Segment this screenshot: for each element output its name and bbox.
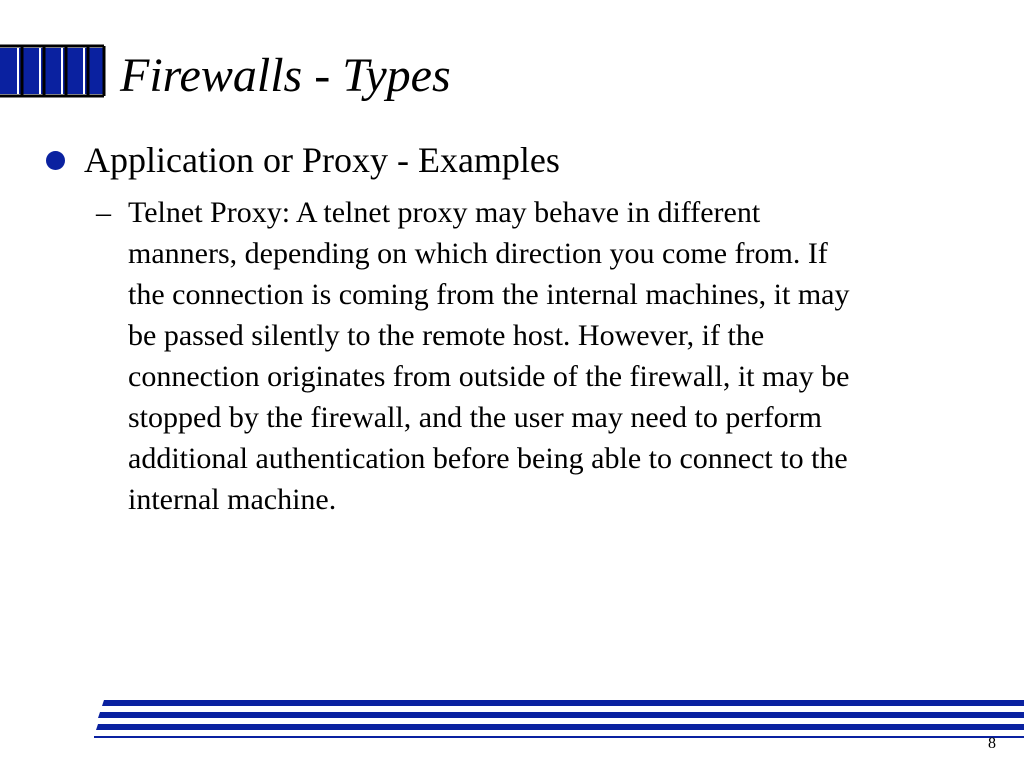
sub-bullet-line: the connection is coming from the internal machines, it may (128, 278, 850, 311)
sub-bullet-line: internal machine. (128, 483, 337, 516)
footer-stripes-decoration (0, 698, 1024, 738)
bullet-heading: Application or Proxy - Examples (84, 140, 560, 180)
striped-bars-logo-icon (0, 44, 108, 98)
sub-bullet-line: manners, depending on which direction you come from. If (128, 237, 828, 270)
sub-bullet-paragraph (128, 192, 968, 520)
sub-bullet-line: be passed silently to the remote host. However, if the (128, 319, 765, 352)
sub-bullet-line: Telnet Proxy: A telnet proxy may behave in different (128, 196, 761, 229)
sub-bullet-line: stopped by the firewall, and the user may need to perform (128, 401, 822, 434)
filled-circle-bullet-icon (46, 151, 65, 170)
sub-bullet-dash: – (96, 196, 111, 229)
slide-title: Firewalls - Types (120, 49, 451, 102)
page-number: 8 (988, 735, 996, 752)
sub-bullet-line: connection originates from outside of the firewall, it may be (128, 360, 850, 393)
sub-bullet-line: additional authentication before being able to connect to the (128, 442, 848, 475)
